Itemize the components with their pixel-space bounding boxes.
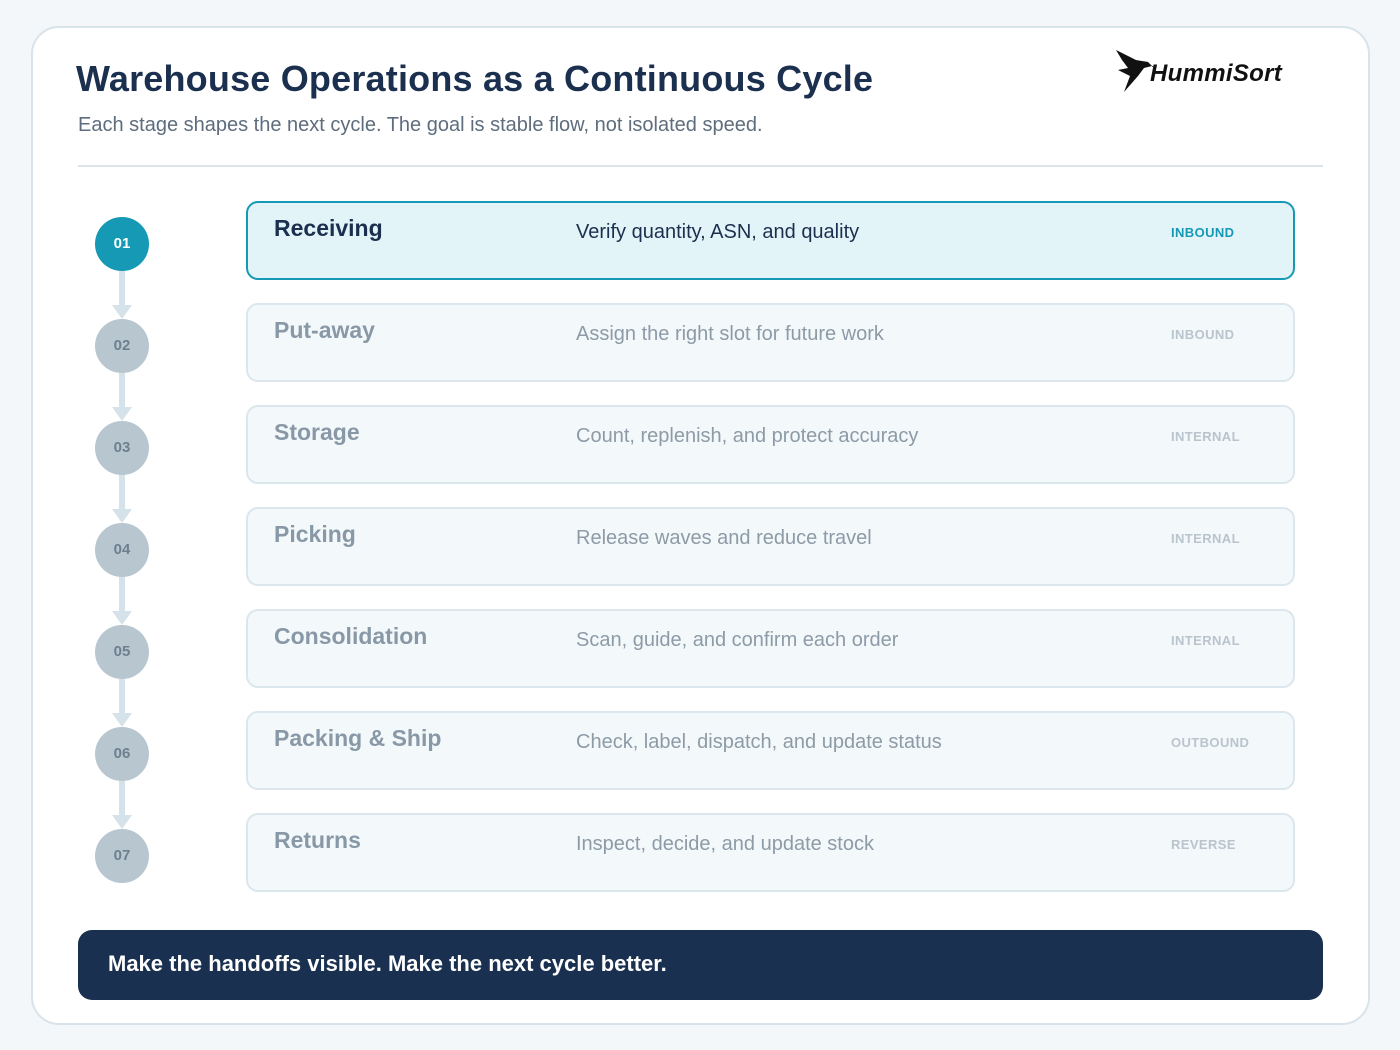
header-divider bbox=[78, 165, 1323, 167]
logo-wordmark: HummiSort bbox=[1150, 60, 1283, 87]
stage-description: Inspect, decide, and update stock bbox=[576, 833, 874, 855]
stage-description: Count, replenish, and protect accuracy bbox=[576, 425, 919, 447]
stage-number-badge: 05 bbox=[95, 625, 149, 679]
stage-number-badge: 01 bbox=[95, 217, 149, 271]
stage-description: Scan, guide, and confirm each order bbox=[576, 629, 899, 651]
footer-banner bbox=[78, 930, 1323, 1000]
page-title: Warehouse Operations as a Continuous Cycle bbox=[76, 58, 874, 99]
stage-category-tag: OUTBOUND bbox=[1171, 735, 1250, 750]
stage-row-storage[interactable] bbox=[246, 405, 1295, 484]
stage-category-tag: INTERNAL bbox=[1171, 531, 1240, 546]
stage-number-badge: 07 bbox=[95, 829, 149, 883]
stage-name: Receiving bbox=[274, 215, 383, 241]
stage-category-tag: REVERSE bbox=[1171, 837, 1236, 852]
stage-number-badge: 04 bbox=[95, 523, 149, 577]
stage-name: Storage bbox=[274, 419, 360, 445]
stage-row-put-away[interactable] bbox=[246, 303, 1295, 382]
stage-number-badge: 02 bbox=[95, 319, 149, 373]
stage-name: Consolidation bbox=[274, 623, 428, 649]
stage-name: Returns bbox=[274, 827, 361, 853]
stage-description: Verify quantity, ASN, and quality bbox=[576, 221, 860, 243]
stage-category-tag: INTERNAL bbox=[1171, 429, 1240, 444]
footer-message: Make the handoffs visible. Make the next cycle better. bbox=[108, 951, 667, 976]
stage-number-badge: 06 bbox=[95, 727, 149, 781]
stage-name: Put-away bbox=[274, 317, 375, 343]
stage-description: Assign the right slot for future work bbox=[576, 323, 884, 345]
stage-description: Check, label, dispatch, and update status bbox=[576, 731, 942, 753]
stage-category-tag: INBOUND bbox=[1171, 327, 1235, 342]
stage-category-tag: INTERNAL bbox=[1171, 633, 1240, 648]
stage-row-receiving[interactable] bbox=[246, 201, 1295, 280]
stage-name: Picking bbox=[274, 521, 356, 547]
hummingbird-icon bbox=[1114, 46, 1154, 96]
page-subtitle: Each stage shapes the next cycle. The goal is stable flow, not isolated speed. bbox=[78, 114, 763, 136]
stage-row-picking[interactable] bbox=[246, 507, 1295, 586]
brand-logo bbox=[1114, 46, 1314, 96]
stage-description: Release waves and reduce travel bbox=[576, 527, 872, 549]
stage-row-returns[interactable] bbox=[246, 813, 1295, 892]
stage-category-tag: INBOUND bbox=[1171, 225, 1235, 240]
stage-row-packing-ship[interactable] bbox=[246, 711, 1295, 790]
stage-name: Packing & Ship bbox=[274, 725, 442, 751]
stage-number-badge: 03 bbox=[95, 421, 149, 475]
stage-row-consolidation[interactable] bbox=[246, 609, 1295, 688]
